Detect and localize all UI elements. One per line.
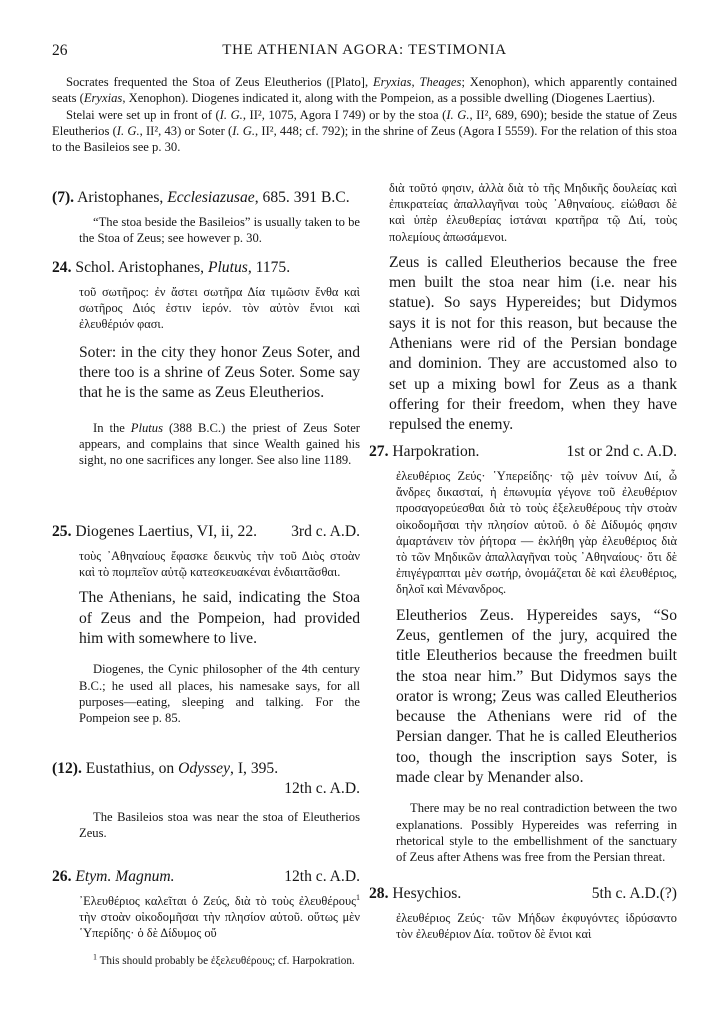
entry-commentary: The Basileios stoa was near the stoa of Eleutherios Zeus. [79, 810, 360, 841]
greek-text: ἐλευθέριος Ζεύς· ῾Υπερείδης· τῷ μὲν τοίνυν Διί, ὦ ἄνδρες δικασταί, ἡ ἐπωνυμία γέγονε τοῦ ἐλευθέριον προσαγορεύεσθαι διὰ τὸ τοὺς ἐξελευθέρους τὴν στοὰν οἰκοδομῆσαι τὴν πλησίον αὐτοῦ. ὁ δὲ Δίδυμός φησιν ἁμαρτάνειν τὸν ῥήτορα — ἐκλήθη γὰρ ἐλευθέριος διὰ τὸ τῶν Μηδικῶν ἀπαλλαγῆναι τοὺς ᾿Αθηναίους· ὅτι δὲ ἐπιγέγραπται μὲν σωτήρ, ὀνομάζεται δὲ καὶ ἐλευθέριος, δηλοῖ καὶ Μένανδρος. [396, 469, 677, 597]
entry-heading: (12). Eustathius, on Odyssey, I, 395. 12th c. A.D. [52, 760, 360, 797]
entry-commentary: There may be no real contradiction between the two explanations. Possibly Hypereides was referring in rhetorical style to the embellishment of the sanctuary of Zeus after Athens was free from the Persian threat. [396, 801, 677, 865]
greek-text: διὰ τοῦτό φησιν, ἀλλὰ διὰ τὸ τῆς Μηδικῆς δουλείας καὶ ἐπικρατείας ἀπαλλαγῆναι τοὺς ᾿Αθηναίους. εἰώθασι δὲ καὶ ὑπὲρ ἐλευθερίας ἱστάναι κρατῆρα τῷ Διί, τοὺς πολεμίους ἀπωσάμενοι. [389, 181, 677, 244]
entry-7 [52, 188, 360, 258]
greek-text: τοὺς ᾿Αθηναίους ἔφασκε δεικνὺς τὴν τοῦ Διὸς στοὰν καὶ τὸ πομπεῖον αὐτῷ κατεσκευακέναι ἐνδιαιτᾶσθαι. [79, 549, 360, 580]
entry-26-continued [369, 180, 677, 442]
entry-heading: 28. Hesychios. 5th c. A.D.(?) [369, 885, 677, 902]
translation: Soter: in the city they honor Zeus Soter, and there too is a shrine of Zeus Soter. Some say that he is the same as Zeus Eleutherios. [79, 343, 360, 402]
greek-text: τοῦ σωτῆρος: ἐν ἄστει σωτῆρα Δία τιμῶσιν ἔνθα καὶ σωτῆρος Διός ἐστιν ἱερόν. τὸν αὐτὸν ἔνιοι καὶ ἐλευθέριόν φασι. [79, 285, 360, 332]
entry-28 [369, 884, 677, 942]
entry-24 [52, 258, 360, 522]
entry-25 [52, 522, 360, 759]
entry-27 [369, 442, 677, 884]
entry-commentary: Diogenes, the Cynic philosopher of the 4th century B.C.; he used all places, his namesake says, for all purposes—eating, sleeping and talking. For the Pompeion see p. 85. [79, 662, 360, 726]
entry-heading: 27. Harpokration. 1st or 2nd c. A.D. [369, 443, 677, 460]
intro-paragraph: Stelai were set up in front of (I. G., II², 1075, Agora I 749) or by the stoa (I. G., II², 689, 690); beside the statue of Zeus Eleutherios (I. G., II², 43) or Soter (I. G., II², 448; cf. 792); in the shrine of Zeus (Agora I 5559). For the relation of this stoa to the Basileios see p. 30. [52, 107, 678, 155]
left-column [52, 188, 360, 968]
entry-commentary: In the Plutus (388 B.C.) the priest of Zeus Soter appears, and complains that since Wealth gained his sight, no one sacrifices any longer. See also line 1189. [79, 420, 360, 468]
entry-heading: 24. Schol. Aristophanes, Plutus, 1175. [52, 259, 291, 276]
translation: Eleutherios Zeus. Hypereides says, “So Zeus, gentlemen of the jury, acquired the title Eleutherios because the freedmen built the stoa near him.” But Didymos says the orator is wrong; Zeus was called Eleutherios because the Athenians were rid of the Persian danger. That he is called Eleutherios too, though the inscription says Soter, is made clear by Menander also. [396, 606, 677, 786]
right-column [369, 180, 677, 942]
running-title: THE ATHENIAN AGORA: TESTIMONIA [222, 42, 507, 58]
greek-text: ἐλευθέριος Ζεύς· τῶν Μήδων ἐκφυγόντες ἱδρύσαντο τὸν ἐλευθέριον Δία. τοῦτον δὲ ἔνιοι καὶ [396, 911, 677, 942]
entry-heading: 26. Etym. Magnum. 12th c. A.D. [52, 868, 360, 885]
intro-section [52, 74, 677, 155]
footnote: $^1$ This should probably be ἐξελευθέρους; cf. Harpokration. [93, 951, 355, 967]
entry-heading: (7). Aristophanes, Ecclesiazusae, 685. 391 B.C. [52, 189, 350, 206]
entry-commentary: “The stoa beside the Basileios” is usually taken to be the Stoa of Zeus; see however p. 30. [79, 215, 360, 246]
intro-paragraph: Socrates frequented the Stoa of Zeus Eleutherios ([Plato], Eryxias, Theages; Xenophon), which apparently contained seats (Eryxias, Xenophon). Diogenes indicated it, along with the Pompeion, as a possible dwelling (Diogenes Laertius). [52, 75, 678, 106]
translation: The Athenians, he said, indicating the Stoa of Zeus and the Pompeion, had provided him with somewhere to live. [79, 589, 360, 647]
entry-heading: 25. Diogenes Laertius, VI, ii, 22. 3rd c. A.D. [52, 523, 360, 540]
running-header [52, 42, 677, 62]
translation: Zeus is called Eleutherios because the free men built the stoa near him (i.e. near his statue). So says Hypereides; but Didymos says it is not for this reason, but because the Athenians were rid of the Persian bondage and dominion. They are accustomed also to set up a mixing bowl for Zeus as a thank offering for their freedom, when they have repulsed the enemy. [389, 253, 677, 434]
page-number: 26 [52, 42, 68, 59]
entry-12 [52, 759, 360, 867]
greek-text: ᾿Ελευθέριος καλεῖται ὁ Ζεύς, διὰ τὸ τοὺς ἐλευθέρους$^1$ τὴν στοὰν οἰκοδομῆσαι τὴν πλησίον αὐτοῦ. οὕτως μὲν ῾Υπερίδης· ὁ δὲ Δίδυμος οὔ [79, 892, 360, 941]
entry-26 [52, 867, 360, 968]
